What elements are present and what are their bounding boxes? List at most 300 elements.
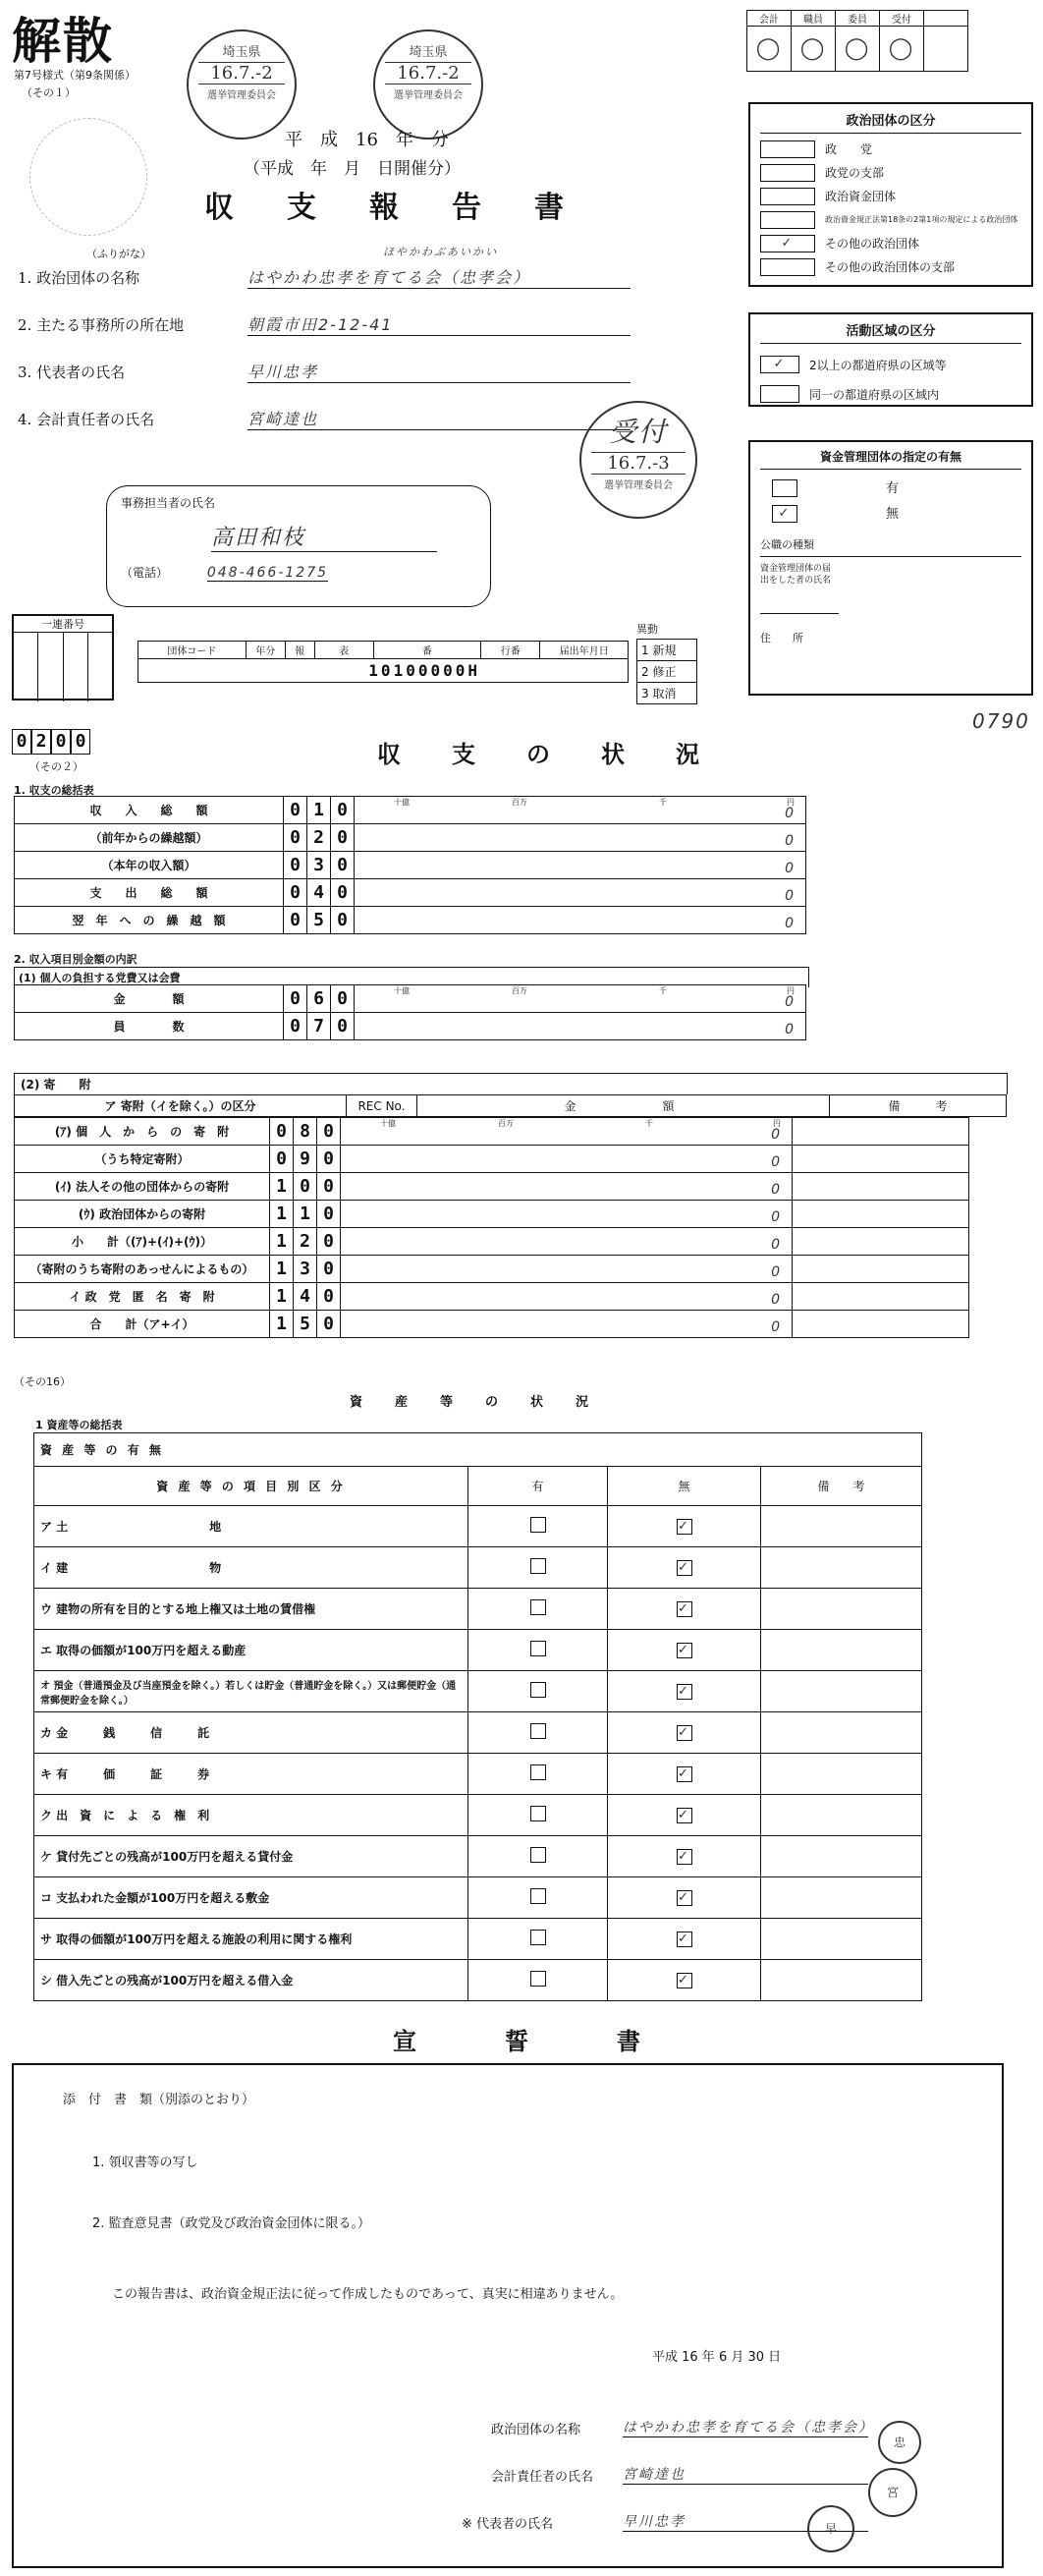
assets-col-no: 無 (608, 1467, 761, 1506)
table-row (15, 1118, 969, 1146)
contact-box (106, 485, 491, 607)
amount-value: 0 (785, 916, 796, 931)
assets-yes-checkbox[interactable] (530, 1558, 546, 1574)
assets-row (34, 1754, 922, 1795)
row-code-digit: 0 (294, 1173, 317, 1201)
approval-check-grid: 会計 職員 委員 受付 ◯ ◯ ◯ ◯ (746, 10, 968, 72)
org-type-label: 政治資金規正法第18条の2第1項の規定による政治団体 (825, 215, 1018, 224)
form-sub-number: （その１） (22, 86, 76, 99)
code-header-cell: 年分 (246, 642, 285, 659)
diff-item[interactable]: 1 新規 (637, 640, 696, 661)
row-label: 支 出 総 額 (15, 879, 284, 907)
amount-cell[interactable] (355, 879, 806, 907)
diff-box (636, 639, 697, 704)
amount-value: 0 (785, 994, 796, 1010)
receipt-stamp: 受付 16.7.-3 選挙管理委員会 (579, 401, 697, 519)
org-type-item (760, 255, 1021, 279)
assets-yes-checkbox[interactable] (530, 1517, 546, 1533)
assets-yes-checkbox[interactable] (530, 1599, 546, 1615)
assets-yes-checkbox[interactable] (530, 1806, 546, 1821)
assets-yes-checkbox[interactable] (530, 1764, 546, 1780)
address-field: 住 所 (760, 632, 803, 644)
check-cell-header: 委員 (836, 11, 880, 27)
amount-cell[interactable] (355, 797, 806, 824)
assets-row (34, 1712, 922, 1754)
check-cell-header (924, 11, 968, 27)
code-header-cell: 番 (373, 642, 481, 659)
row-code-digit: 1 (307, 797, 331, 824)
assets-no-checkbox[interactable]: ✓ (678, 1683, 690, 1699)
assets-col-header-row (34, 1467, 922, 1506)
org-type-label: 政 党 (825, 142, 873, 156)
org-type-checkbox[interactable]: ✓ (760, 235, 815, 252)
row-label: （前年からの繰越額） (15, 824, 284, 852)
year-paren: （平成 年 月 日開催分） (244, 159, 461, 179)
org-row-label: 1. 政治団体の名称 (18, 269, 140, 287)
t1-table (14, 796, 806, 934)
assets-row-label: オ 預金（普通預金及び当座預金を除く。）若しくは貯金（普通貯金を除く。）又は郵便貯金（通常郵便貯金を除く。） (34, 1671, 468, 1712)
row-code-digit: 5 (294, 1311, 317, 1338)
section16-title: 資 産 等 の 状 況 (350, 1395, 599, 1410)
code-header-cell: 表 (314, 642, 373, 659)
amount-cell[interactable] (355, 1013, 806, 1040)
amount-value: 0 (771, 1182, 782, 1198)
section2-title: 収 支 の 状 況 (377, 740, 713, 768)
assets-yes-checkbox[interactable] (530, 1723, 546, 1739)
tel-value: 048-466-1275 (206, 565, 329, 581)
org-type-checkbox[interactable] (760, 211, 815, 229)
row-code-digit: 0 (317, 1228, 341, 1256)
assets-no-checkbox[interactable]: ✓ (678, 1642, 690, 1657)
org-type-box (748, 102, 1033, 287)
assets-row (34, 1506, 922, 1547)
assets-no-cell (608, 1547, 761, 1589)
kaisan-stamp: 解散 (12, 13, 114, 70)
row-code-digit: 0 (331, 852, 355, 879)
assets-yes-checkbox[interactable] (530, 1888, 546, 1904)
assets-note-cell[interactable] (761, 1754, 922, 1795)
assets-row (34, 1547, 922, 1589)
assets-no-checkbox[interactable]: ✓ (678, 1724, 690, 1740)
amount-cell[interactable] (341, 1228, 793, 1256)
assets-no-checkbox[interactable]: ✓ (678, 1972, 690, 1988)
side-note: 0790 (972, 709, 1030, 733)
table-row (15, 824, 806, 852)
sign-label: ※ 代表者の氏名 (462, 2517, 554, 2532)
org-type-label: 政党の支部 (825, 166, 885, 180)
fund-yes-label: 有 (886, 481, 900, 496)
org-type-item (760, 232, 1021, 255)
faded-stamp (29, 118, 147, 236)
assets-no-checkbox[interactable]: ✓ (678, 1807, 690, 1822)
assets-no-checkbox[interactable]: ✓ (678, 1848, 690, 1864)
amount-value: 0 (771, 1154, 782, 1170)
row-code-digit: 1 (294, 1201, 317, 1228)
unit-header: 千 (659, 798, 667, 807)
row-label: 合 計（ア+イ） (15, 1311, 270, 1338)
assets-note-cell[interactable] (761, 1795, 922, 1836)
row-code-digit: 8 (294, 1118, 317, 1146)
amount-value: 0 (771, 1127, 782, 1143)
row-label: （うち特定寄附） (15, 1146, 270, 1173)
assets-yes-cell (468, 1506, 608, 1547)
oath-statement: この報告書は、政治資金規正法に従って作成したものであって、真実に相違ありません。 (112, 2287, 624, 2302)
serial-box (12, 614, 114, 700)
assets-row-label: ケ 貸付先ごとの残高が100万円を超える貸付金 (34, 1836, 468, 1877)
unit-header: 十億 (394, 798, 410, 807)
t1-title: 1. 収支の総括表 (14, 784, 94, 797)
assets-header-label: 資 産 等 の 有 無 (34, 1433, 922, 1467)
amount-value: 0 (771, 1237, 782, 1253)
assets-row-label: カ 金 銭 信 託 (34, 1712, 468, 1754)
note-cell[interactable] (793, 1283, 969, 1311)
t2-title: 2. 収入項目別金額の内訳 (14, 953, 137, 966)
org-type-item (760, 185, 1021, 208)
row-code-digit: 3 (307, 852, 331, 879)
row-label: イ 政 党 匿 名 寄 附 (15, 1283, 270, 1311)
area-checkbox[interactable]: ✓ (760, 356, 799, 373)
code-header-cell: 届出年月日 (540, 642, 629, 659)
assets-no-cell (608, 1506, 761, 1547)
table-row (15, 879, 806, 907)
row-code-digit: 1 (270, 1173, 294, 1201)
area-checkbox[interactable] (760, 385, 799, 403)
area-title: 活動区域の区分 (760, 320, 1021, 344)
assets-row-label: ア 土 地 (34, 1506, 468, 1547)
assets-table (33, 1432, 922, 2001)
row-code-digit: 3 (294, 1256, 317, 1283)
row-label: 員 数 (15, 1013, 284, 1040)
postmark-stamp-2: 埼玉県 16.7.-2 選挙管理委員会 (373, 29, 483, 140)
assets-no-checkbox[interactable]: ✓ (678, 1765, 690, 1781)
diff-label: 異動 (636, 623, 658, 636)
assets-note-cell[interactable] (761, 1877, 922, 1919)
row-label: (ｱ) 個 人 か ら の 寄 附 (15, 1118, 270, 1146)
oath-box (12, 2063, 1004, 2568)
assets-note-cell[interactable] (761, 1589, 922, 1630)
assets-yes-checkbox[interactable] (530, 1971, 546, 1987)
attach-label: 添 付 書 類（別添のとおり） (63, 2093, 255, 2107)
assets-yes-cell (468, 1671, 608, 1712)
note-cell[interactable] (793, 1146, 969, 1173)
row-code-digit: 0 (284, 852, 307, 879)
assets-row-label: キ 有 価 証 券 (34, 1754, 468, 1795)
assets-row (34, 1630, 922, 1671)
row-code-digit: 6 (307, 985, 331, 1013)
seal-stamp-1: 忠 (878, 2421, 921, 2464)
row-code-digit: 0 (317, 1311, 341, 1338)
assets-yes-checkbox[interactable] (530, 1847, 546, 1863)
table-row (15, 1283, 969, 1311)
seal-stamp-3: 早 (807, 2505, 854, 2552)
assets-yes-cell (468, 1836, 608, 1877)
assets-no-cell (608, 1754, 761, 1795)
page-title: 収 支 報 告 書 (204, 191, 576, 225)
code-header-cell: 報 (285, 642, 314, 659)
assets-row-label: ウ 建物の所有を目的とする地上権又は土地の賃借権 (34, 1589, 468, 1630)
t3-header-note: 備 考 (830, 1095, 1007, 1117)
assets-note-cell[interactable] (761, 1836, 922, 1877)
diff-item[interactable]: 2 修正 (637, 661, 696, 683)
section16-table-title: 1 資産等の総括表 (35, 1419, 123, 1431)
note-cell[interactable] (793, 1228, 969, 1256)
row-code-digit: 0 (284, 824, 307, 852)
assets-note-cell[interactable] (761, 1630, 922, 1671)
assets-yes-cell (468, 1919, 608, 1960)
row-code-digit: 0 (284, 985, 307, 1013)
note-cell[interactable] (793, 1173, 969, 1201)
assets-no-cell (608, 1919, 761, 1960)
row-code-digit: 0 (331, 797, 355, 824)
row-code-digit: 9 (294, 1146, 317, 1173)
row-code-digit: 2 (294, 1228, 317, 1256)
oath-date: 平成 16 年 6 月 30 日 (652, 2350, 782, 2365)
row-code-digit: 1 (270, 1201, 294, 1228)
fund-no-checkbox[interactable]: ✓ (772, 505, 797, 523)
unit-header: 百万 (498, 1119, 514, 1128)
seal-stamp-2: 宮 (868, 2468, 917, 2517)
row-label: 収 入 総 額 (15, 797, 284, 824)
row-code-digit: 2 (307, 824, 331, 852)
t3-header-rec: REC No. (347, 1095, 417, 1117)
office-type-field: 公職の種類 (760, 532, 1021, 557)
row-code-digit: 0 (317, 1146, 341, 1173)
row-code-digit: 0 (284, 1013, 307, 1040)
area-item (760, 350, 1021, 379)
code-value: 10100000H (138, 659, 629, 683)
check-cell-header: 会計 (747, 11, 792, 27)
area-item (760, 379, 1021, 409)
row-code-digit: 0 (284, 797, 307, 824)
row-label: (ｳ) 政治団体からの寄附 (15, 1201, 270, 1228)
table-row (15, 1146, 969, 1173)
row-code-digit: 1 (270, 1283, 294, 1311)
amount-cell[interactable] (355, 852, 806, 879)
area-box (748, 312, 1033, 407)
assets-no-cell (608, 1877, 761, 1919)
row-code-digit: 0 (270, 1118, 294, 1146)
org-type-item (760, 208, 1021, 232)
assets-yes-cell (468, 1960, 608, 2001)
row-code-digit: 5 (307, 907, 331, 934)
sign-value: 宮崎達也 (623, 2464, 868, 2485)
assets-yes-cell (468, 1589, 608, 1630)
sign-value: 早川忠孝 (623, 2511, 868, 2532)
assets-row-label: シ 借入先ごとの残高が100万円を超える借入金 (34, 1960, 468, 2001)
postmark-stamp-1: 埼玉県 16.7.-2 選挙管理委員会 (187, 29, 297, 140)
amount-value: 0 (771, 1319, 782, 1335)
org-type-label: 政治資金団体 (825, 190, 897, 203)
row-label: 小 計（(ｱ)+(ｲ)+(ｳ)） (15, 1228, 270, 1256)
section-code-digit: 0 (12, 729, 31, 755)
assets-no-cell (608, 1960, 761, 2001)
amount-cell[interactable] (355, 985, 806, 1013)
tel-label: （電話） (121, 566, 169, 580)
row-code-digit: 1 (270, 1256, 294, 1283)
org-type-label: その他の政治団体 (825, 237, 920, 251)
row-label: 翌 年 へ の 繰 越 額 (15, 907, 284, 934)
assets-note-cell[interactable] (761, 1671, 922, 1712)
note-cell[interactable] (793, 1118, 969, 1146)
fund-title: 資金管理団体の指定の有無 (760, 448, 1021, 470)
t3-header-row (15, 1095, 1007, 1117)
org-type-checkbox[interactable] (760, 140, 815, 158)
section2-code (12, 729, 90, 755)
org-type-title: 政治団体の区分 (760, 110, 1021, 134)
serial-label: 一連番号 (14, 616, 112, 633)
note-cell[interactable] (793, 1311, 969, 1338)
row-label: （本年の収入額） (15, 852, 284, 879)
assets-yes-cell (468, 1754, 608, 1795)
org-row-label: 4. 会計責任者の氏名 (18, 411, 155, 428)
unit-header: 円 (773, 1119, 781, 1128)
assets-yes-checkbox[interactable] (530, 1641, 546, 1656)
fund-box (748, 440, 1033, 696)
unit-header: 円 (787, 986, 795, 995)
oath-title: 宣 誓 書 (393, 2027, 654, 2055)
area-label: 2以上の都道府県の区域等 (809, 358, 947, 372)
amount-value: 0 (771, 1292, 782, 1308)
amount-cell[interactable] (341, 1173, 793, 1201)
assets-row-label: イ 建 物 (34, 1547, 468, 1589)
assets-no-checkbox[interactable]: ✓ (678, 1889, 690, 1905)
unit-header: 百万 (512, 798, 527, 807)
amount-cell[interactable] (341, 1201, 793, 1228)
row-code-digit: 0 (331, 985, 355, 1013)
table-row (15, 907, 806, 934)
unit-header: 十億 (394, 986, 410, 995)
year-line: 平 成 16 年 分 (285, 130, 449, 150)
diff-item[interactable]: 3 取消 (641, 687, 677, 700)
assets-note-cell[interactable] (761, 1547, 922, 1589)
org-row-value: はやかわ忠孝を育てる会（忠孝会） (247, 265, 631, 289)
table-row (15, 1201, 969, 1228)
assets-row (34, 1919, 922, 1960)
unit-header: 円 (787, 798, 795, 807)
attach-item-2: 2. 監査意見書（政党及び政治資金団体に限る。） (92, 2216, 371, 2231)
assets-no-checkbox[interactable]: ✓ (678, 1931, 690, 1946)
assets-row (34, 1960, 922, 2001)
assets-row-label: コ 支払われた金額が100万円を超える敷金 (34, 1877, 468, 1919)
code-table (137, 641, 629, 683)
assets-no-checkbox[interactable]: ✓ (678, 1559, 690, 1575)
org-type-item (760, 138, 1021, 161)
row-code-digit: 0 (284, 907, 307, 934)
row-label: (ｲ) 法人その他の団体からの寄附 (15, 1173, 270, 1201)
amount-cell[interactable] (341, 1256, 793, 1283)
t2-table (14, 984, 806, 1040)
assets-note-cell[interactable] (761, 1712, 922, 1754)
table-row (15, 797, 806, 824)
table-row (15, 1256, 969, 1283)
sign-value: はやかわ忠孝を育てる会（忠孝会） (623, 2417, 868, 2437)
assets-col-item: 資 産 等 の 項 目 別 区 分 (34, 1467, 468, 1506)
assets-row-label: エ 取得の価額が100万円を超える動産 (34, 1630, 468, 1671)
assets-col-yes: 有 (468, 1467, 608, 1506)
org-row-label: 2. 主たる事務所の所在地 (18, 316, 185, 334)
assets-no-checkbox[interactable]: ✓ (678, 1518, 690, 1534)
amount-value: 0 (785, 806, 796, 821)
unit-header: 百万 (512, 986, 527, 995)
fund-no-label: 無 (886, 507, 900, 522)
note-cell[interactable] (793, 1256, 969, 1283)
assets-yes-cell (468, 1547, 608, 1589)
amount-cell[interactable] (341, 1311, 793, 1338)
row-label: （寄附のうち寄附のあっせんによるもの） (15, 1256, 270, 1283)
section-code-digit: 2 (31, 729, 51, 755)
row-label: 金 額 (15, 985, 284, 1013)
assets-no-checkbox[interactable]: ✓ (678, 1600, 690, 1616)
assets-note-cell[interactable] (761, 1919, 922, 1960)
assets-yes-cell (468, 1630, 608, 1671)
row-code-digit: 0 (317, 1118, 341, 1146)
amount-cell[interactable] (355, 907, 806, 934)
note-cell[interactable] (793, 1201, 969, 1228)
section2-sub: （その２） (29, 760, 83, 773)
row-code-digit: 7 (307, 1013, 331, 1040)
row-code-digit: 4 (294, 1283, 317, 1311)
assets-no-cell (608, 1836, 761, 1877)
assets-row-label: ク 出 資 に よ る 権 利 (34, 1795, 468, 1836)
section16-sub: （その16） (14, 1375, 71, 1388)
org-type-checkbox[interactable] (760, 258, 815, 276)
assets-row (34, 1795, 922, 1836)
table-row (15, 1173, 969, 1201)
contact-name: 高田和枝 (211, 521, 437, 552)
row-code-digit: 0 (270, 1146, 294, 1173)
t2-sub: (1) 個人の負担する党費又は会費 (14, 967, 809, 987)
amount-value: 0 (785, 888, 796, 904)
fund-yes-checkbox[interactable] (772, 479, 797, 497)
assets-note-cell[interactable] (761, 1960, 922, 2001)
amount-cell[interactable] (355, 824, 806, 852)
row-code-digit: 0 (331, 1013, 355, 1040)
assets-note-cell[interactable] (761, 1506, 922, 1547)
assets-no-cell (608, 1712, 761, 1754)
t3-table (14, 1094, 1007, 1338)
unit-header: 千 (659, 986, 667, 995)
assets-row-label: サ 取得の価額が100万円を超える施設の利用に関する権利 (34, 1919, 468, 1960)
check-cell-header: 受付 (880, 11, 924, 27)
row-code-digit: 0 (317, 1256, 341, 1283)
contact-label: 事務担当者の氏名 (121, 496, 216, 510)
row-code-digit: 0 (331, 907, 355, 934)
amount-cell[interactable] (341, 1283, 793, 1311)
assets-no-cell (608, 1589, 761, 1630)
assets-yes-cell (468, 1712, 608, 1754)
assets-row (34, 1836, 922, 1877)
assets-yes-cell (468, 1877, 608, 1919)
amount-value: 0 (771, 1209, 782, 1225)
assets-yes-checkbox[interactable] (530, 1682, 546, 1698)
amount-cell[interactable] (341, 1146, 793, 1173)
amount-cell[interactable] (341, 1118, 793, 1146)
attach-item-1: 1. 領収書等の写し (92, 2156, 198, 2170)
filer-name-field: 資金管理団体の届出をした者の氏名 (760, 557, 839, 614)
unit-header: 十億 (380, 1119, 396, 1128)
org-type-checkbox[interactable] (760, 188, 815, 205)
assets-yes-checkbox[interactable] (530, 1930, 546, 1945)
sign-label: 会計責任者の氏名 (491, 2470, 594, 2485)
row-code-digit: 0 (317, 1201, 341, 1228)
row-code-digit: 1 (270, 1228, 294, 1256)
table-row (15, 985, 806, 1013)
section-code-digit: 0 (51, 729, 71, 755)
org-row-value: 早川忠孝 (247, 360, 631, 383)
amount-value: 0 (771, 1264, 782, 1280)
row-code-digit: 0 (331, 824, 355, 852)
org-type-checkbox[interactable] (760, 164, 815, 182)
